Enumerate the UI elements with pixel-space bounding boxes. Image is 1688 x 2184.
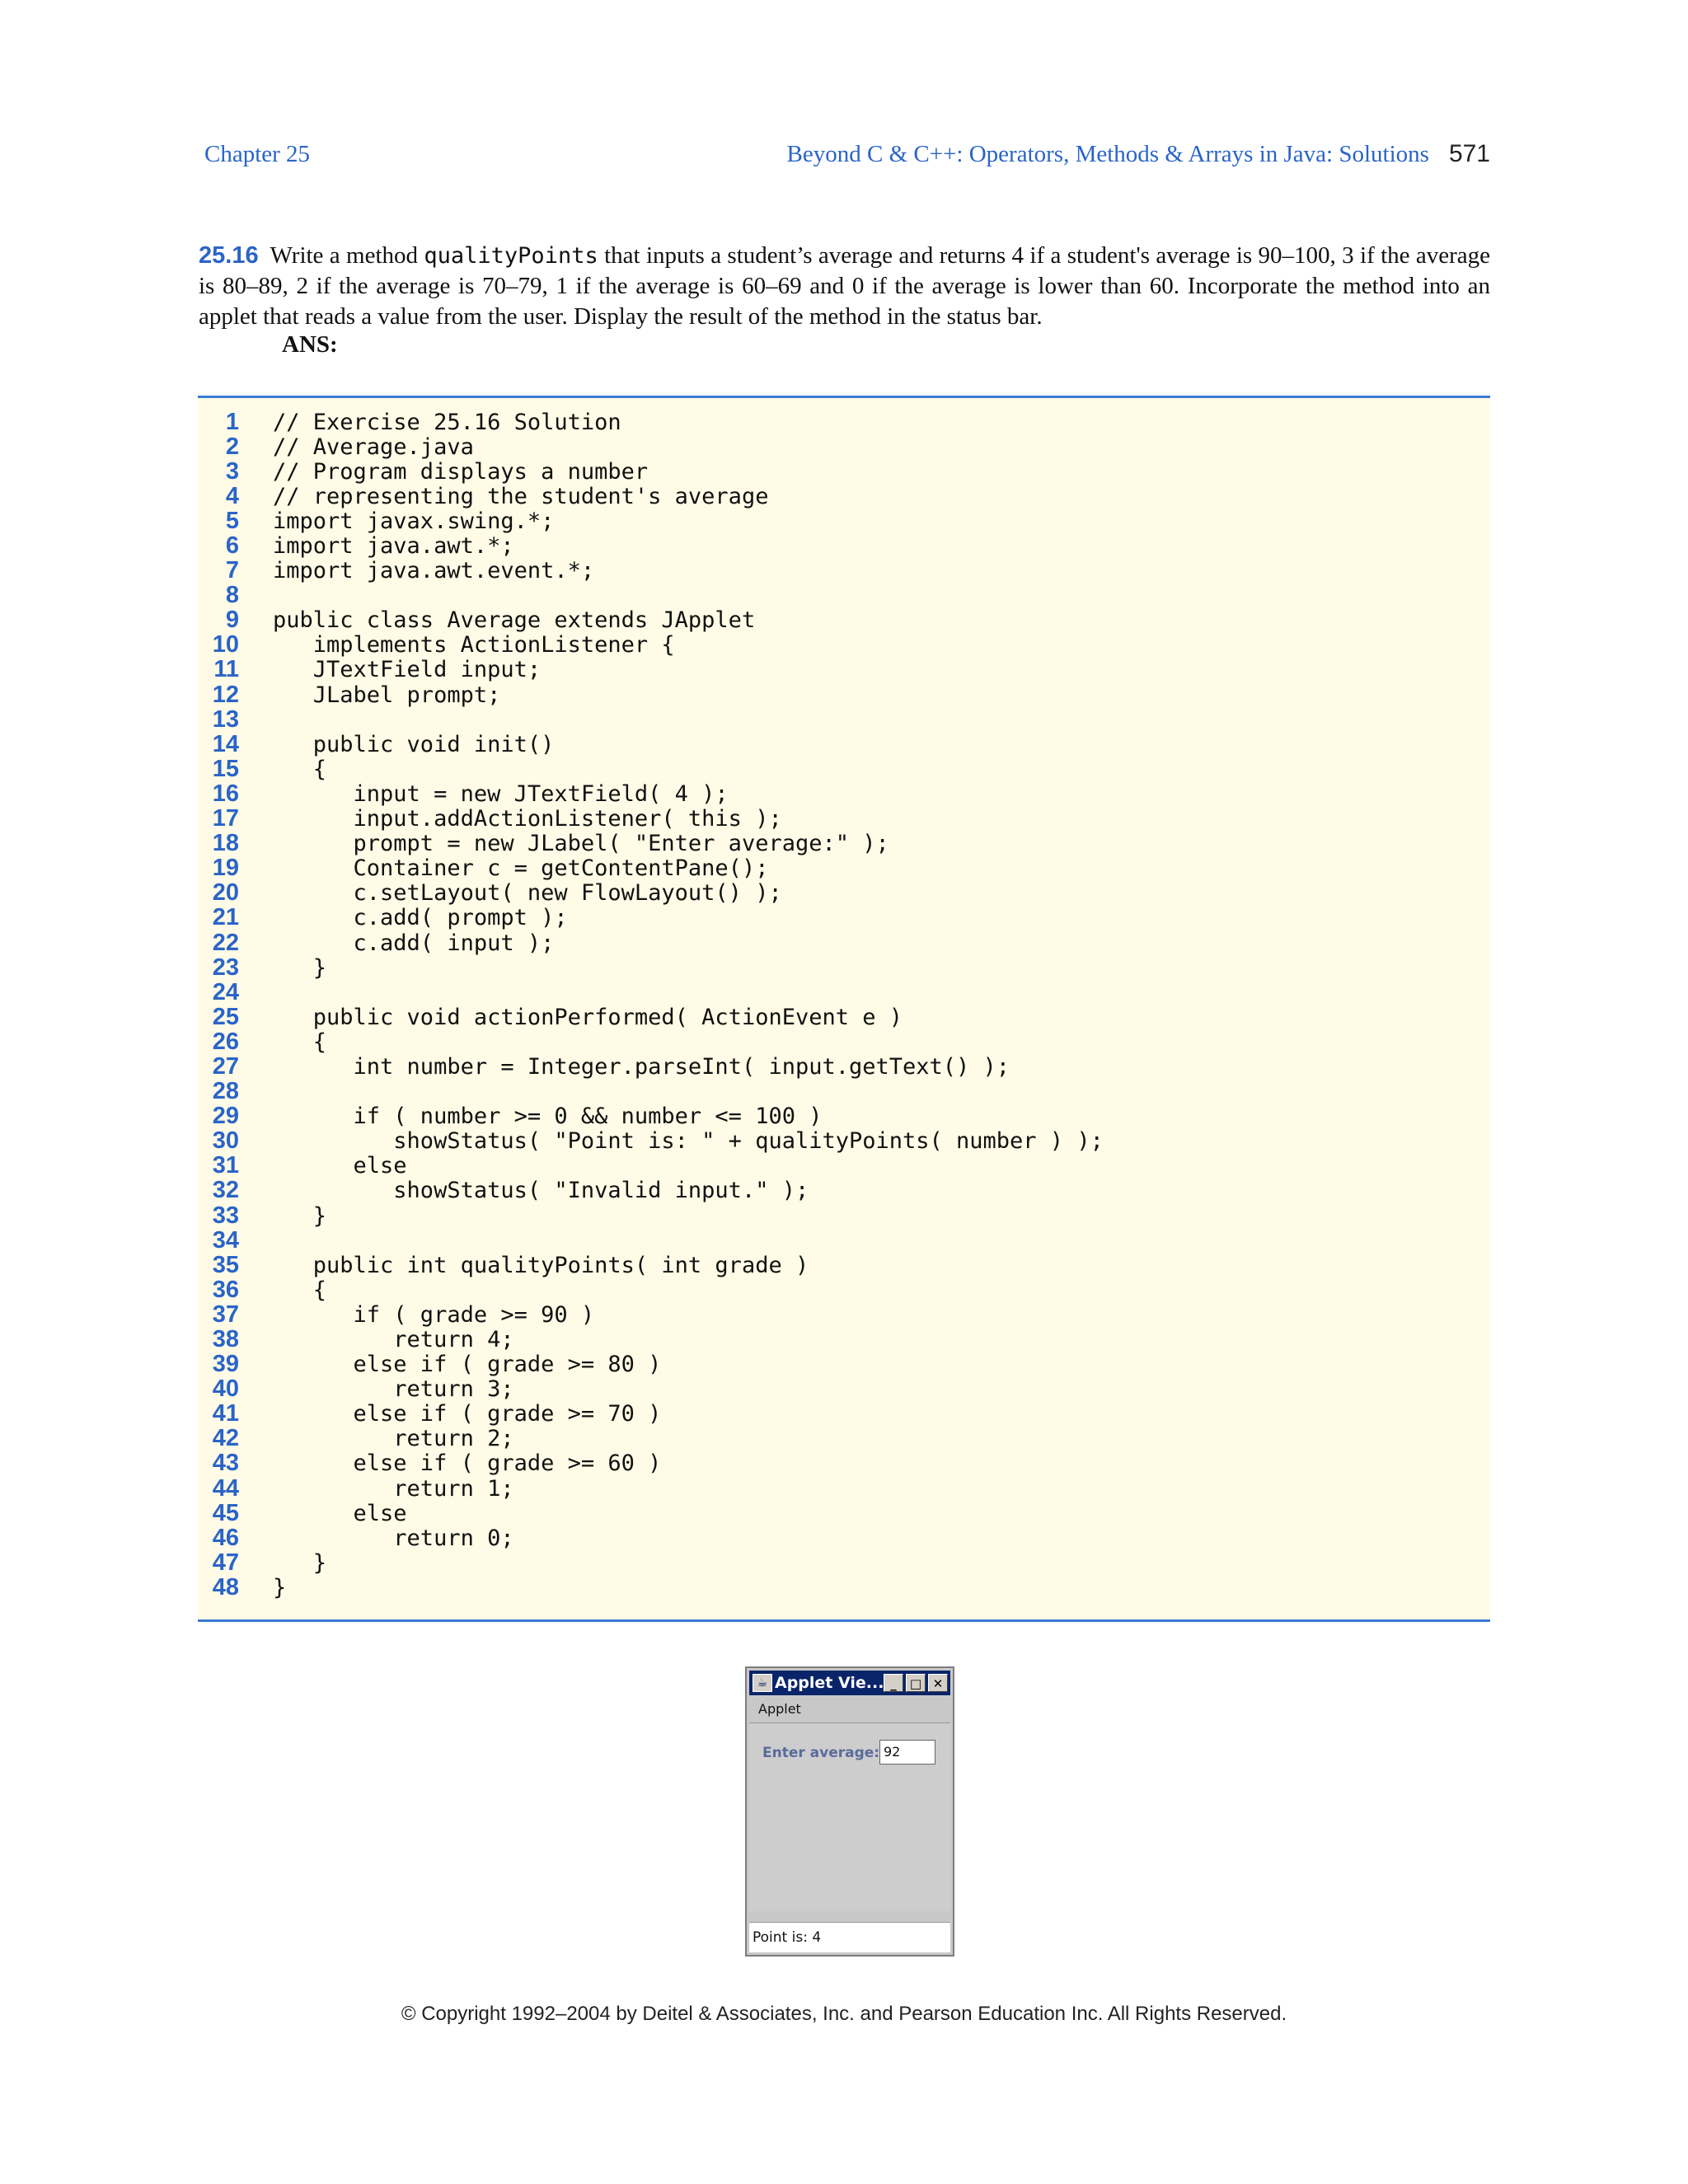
code-text: } <box>273 954 327 981</box>
code-line <box>198 1451 1104 1476</box>
line-number: 28 <box>212 1078 239 1105</box>
code-text: c.setLayout( new FlowLayout() ); <box>273 880 782 907</box>
line-number: 17 <box>212 805 239 832</box>
line-number: 43 <box>212 1450 239 1477</box>
code-line <box>198 707 1104 732</box>
code-text: { <box>273 1277 327 1303</box>
code-text: JTextField input; <box>273 657 542 683</box>
status-bar: Point is: 4 <box>749 1922 950 1952</box>
header-right <box>787 140 1490 168</box>
code-line <box>198 533 1104 558</box>
line-number: 2 <box>225 433 239 460</box>
code-text: if ( grade >= 90 ) <box>273 1301 595 1328</box>
code-line <box>198 1228 1104 1253</box>
code-line <box>198 1203 1104 1228</box>
code-line <box>198 1005 1104 1029</box>
code-line <box>198 980 1104 1005</box>
java-cup-icon: ☕ <box>753 1674 772 1692</box>
line-number: 9 <box>225 607 239 634</box>
method-name: qualityPoints <box>424 243 598 269</box>
code-text: // Average.java <box>273 434 474 460</box>
line-number: 22 <box>212 929 239 956</box>
code-line <box>198 781 1104 806</box>
exercise-number: 25.16 <box>199 242 259 269</box>
maximize-button[interactable]: □ <box>906 1674 926 1692</box>
line-number: 5 <box>225 507 239 534</box>
line-number: 1 <box>225 408 239 435</box>
code-text: c.add( input ); <box>273 930 555 956</box>
code-text: public void actionPerformed( ActionEvent e ) <box>273 1004 903 1030</box>
code-line <box>198 1179 1104 1203</box>
applet-content-pane <box>749 1722 950 1911</box>
code-line <box>198 410 1104 434</box>
line-number: 48 <box>212 1573 239 1601</box>
code-line <box>198 1476 1104 1501</box>
line-number: 31 <box>212 1152 239 1179</box>
code-line <box>198 608 1104 633</box>
code-line <box>198 1277 1104 1302</box>
line-number: 38 <box>212 1326 239 1353</box>
code-line <box>198 832 1104 856</box>
code-text: Container c = getContentPane(); <box>273 855 769 882</box>
line-number: 18 <box>212 830 239 857</box>
code-text: } <box>273 1202 327 1229</box>
line-number: 47 <box>212 1549 239 1576</box>
line-number: 39 <box>212 1351 239 1378</box>
code-text: // Exercise 25.16 Solution <box>273 409 621 435</box>
code-line <box>198 1129 1104 1154</box>
code-line <box>198 1377 1104 1402</box>
code-text: public class Average extends JApplet <box>273 607 756 634</box>
close-button[interactable]: ✕ <box>928 1674 948 1692</box>
copyright-footer: © Copyright 1992–2004 by Deitel & Associates, Inc. and Pearson Education Inc. All Rights Reserved. <box>401 2003 1287 2025</box>
code-lines <box>198 410 1104 1601</box>
code-text: input.addActionListener( this ); <box>273 806 782 832</box>
line-number: 6 <box>225 532 239 560</box>
code-text: showStatus( "Invalid input." ); <box>273 1178 809 1204</box>
code-line <box>198 1575 1104 1600</box>
line-number: 11 <box>213 656 239 683</box>
line-number: 33 <box>212 1202 239 1229</box>
code-text: JLabel prompt; <box>273 682 501 708</box>
average-input[interactable]: 92 <box>879 1740 935 1765</box>
line-number: 29 <box>212 1103 239 1130</box>
question-text-after: that inputs a student’s average and returns 4 if a student's average is 90–100, 3 if the average is 80–89, 2 if the average is 70–79, 1 if the average is 60–69 and 0 if the average is lower than 60. Incorporate the method into an applet that reads a value from the user. Display the result of the method in the status bar. <box>199 242 1491 330</box>
line-number: 26 <box>212 1028 239 1055</box>
chapter-title: Beyond C & C++: Operators, Methods & Arrays in Java: Solutions <box>786 141 1429 167</box>
code-line <box>198 930 1104 955</box>
line-number: 21 <box>212 904 239 931</box>
line-number: 27 <box>212 1052 239 1080</box>
code-line <box>198 1550 1104 1575</box>
code-text: return 1; <box>273 1475 514 1502</box>
code-line <box>198 1327 1104 1352</box>
code-line <box>198 881 1104 906</box>
line-number: 12 <box>212 681 239 708</box>
code-text: // representing the student's average <box>273 483 769 509</box>
code-text: { <box>273 1029 327 1055</box>
window-title: Applet Vie... <box>775 1674 884 1692</box>
code-text: c.add( prompt ); <box>273 905 568 931</box>
line-number: 7 <box>225 557 239 584</box>
line-number: 23 <box>212 954 239 981</box>
page-header <box>204 140 1490 168</box>
code-line <box>198 1427 1104 1451</box>
code-text: showStatus( "Point is: " + qualityPoints( number ) ); <box>273 1128 1104 1155</box>
code-text: return 2; <box>273 1426 514 1452</box>
code-line <box>198 434 1104 459</box>
code-listing <box>198 396 1490 1622</box>
code-line <box>198 1352 1104 1377</box>
line-number: 13 <box>212 705 239 733</box>
code-line <box>198 1302 1104 1327</box>
code-line <box>198 1054 1104 1079</box>
code-line <box>198 1253 1104 1277</box>
code-text: public int qualityPoints( int grade ) <box>273 1252 809 1278</box>
line-number: 42 <box>212 1425 239 1452</box>
line-number: 3 <box>225 457 239 485</box>
line-number: 4 <box>225 482 239 509</box>
code-text: implements ActionListener { <box>273 632 675 658</box>
line-number: 45 <box>212 1499 239 1526</box>
line-number: 14 <box>212 730 239 757</box>
line-number: 34 <box>212 1226 239 1254</box>
code-line <box>198 682 1104 707</box>
code-line <box>198 1526 1104 1550</box>
line-number: 44 <box>212 1474 239 1502</box>
code-text: else if ( grade >= 60 ) <box>273 1451 662 1477</box>
code-text: else <box>273 1153 407 1179</box>
line-number: 16 <box>212 780 239 807</box>
code-text: import javax.swing.*; <box>273 508 555 534</box>
code-line <box>198 484 1104 509</box>
code-line <box>198 1154 1104 1179</box>
title-bar[interactable] <box>749 1671 950 1695</box>
code-line <box>198 559 1104 583</box>
code-text: { <box>273 756 327 782</box>
code-text: } <box>273 1549 327 1576</box>
code-line <box>198 856 1104 881</box>
applet-menu[interactable]: Applet <box>758 1701 801 1717</box>
line-number: 24 <box>212 978 239 1005</box>
code-line <box>198 955 1104 980</box>
code-line <box>198 1402 1104 1427</box>
line-number: 46 <box>212 1524 239 1551</box>
line-number: 41 <box>212 1400 239 1427</box>
code-line <box>198 1104 1104 1129</box>
code-text: } <box>273 1574 287 1601</box>
code-line <box>198 757 1104 781</box>
line-number: 32 <box>212 1177 239 1204</box>
code-text: // Program displays a number <box>273 458 649 485</box>
line-number: 37 <box>212 1301 239 1328</box>
code-text: return 4; <box>273 1327 514 1353</box>
code-text: input = new JTextField( 4 ); <box>273 780 729 807</box>
code-line <box>198 1501 1104 1526</box>
line-number: 30 <box>212 1127 239 1155</box>
exercise-question <box>199 241 1490 332</box>
question-text-before: Write a method <box>270 242 419 269</box>
code-line <box>198 633 1104 658</box>
code-text: import java.awt.event.*; <box>273 558 595 584</box>
code-line <box>198 658 1104 682</box>
code-text: else <box>273 1500 407 1526</box>
code-text: import java.awt.*; <box>273 533 514 560</box>
code-line <box>198 807 1104 832</box>
code-line <box>198 732 1104 757</box>
code-text: prompt = new JLabel( "Enter average:" ); <box>273 831 889 857</box>
code-text: else if ( grade >= 70 ) <box>273 1401 662 1427</box>
chapter-label: Chapter 25 <box>204 141 311 167</box>
line-number: 19 <box>212 855 239 882</box>
line-number: 20 <box>212 879 239 907</box>
enter-average-label: Enter average: <box>762 1745 880 1761</box>
code-text: return 0; <box>273 1525 514 1551</box>
code-line <box>198 459 1104 484</box>
applet-viewer-window <box>745 1666 954 1957</box>
code-line <box>198 1080 1104 1104</box>
line-number: 40 <box>212 1376 239 1403</box>
code-text: return 3; <box>273 1376 514 1403</box>
code-text: else if ( grade >= 80 ) <box>273 1352 662 1378</box>
answer-label: ANS: <box>282 331 338 358</box>
code-line <box>198 583 1104 608</box>
code-text: int number = Integer.parseInt( input.getText() ); <box>273 1053 1010 1080</box>
code-text: if ( number >= 0 && number <= 100 ) <box>273 1104 823 1130</box>
code-line <box>198 1029 1104 1054</box>
minimize-button[interactable]: _ <box>884 1674 903 1692</box>
line-number: 36 <box>212 1276 239 1303</box>
code-line <box>198 509 1104 533</box>
line-number: 8 <box>225 582 239 609</box>
line-number: 15 <box>212 755 239 782</box>
line-number: 35 <box>212 1251 239 1278</box>
code-line <box>198 906 1104 930</box>
line-number: 25 <box>212 1003 239 1030</box>
line-number: 10 <box>212 631 239 658</box>
page-number: 571 <box>1448 140 1490 167</box>
code-text: public void init() <box>273 731 555 757</box>
